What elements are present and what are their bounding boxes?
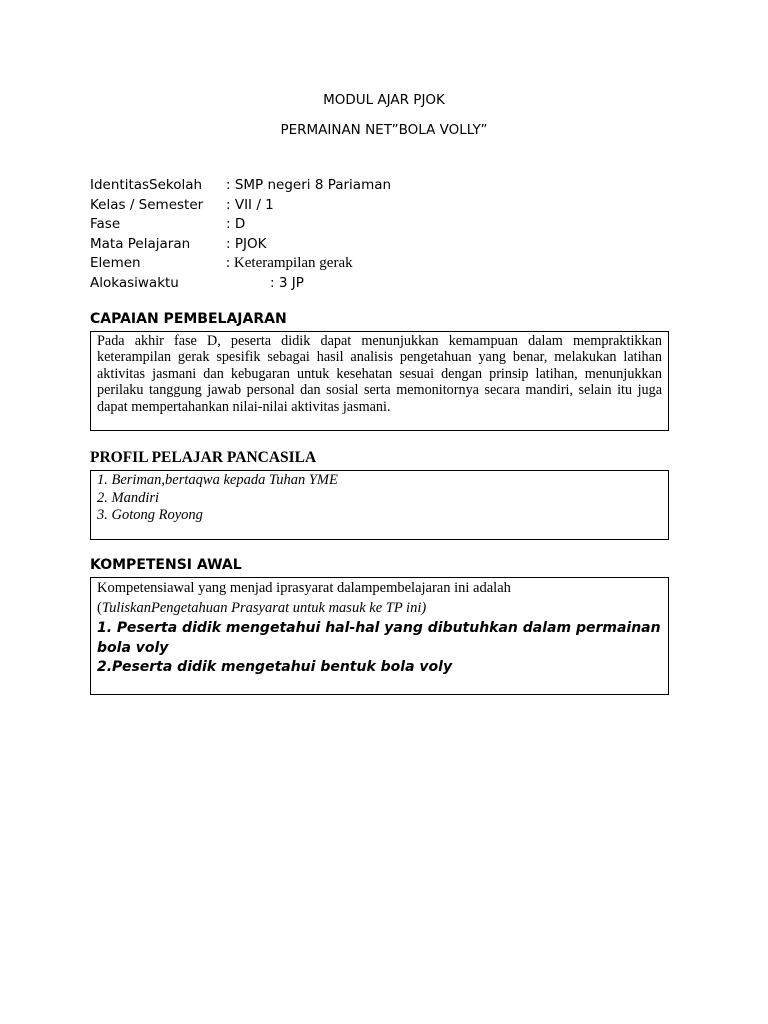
kompetensi-note (97, 597, 662, 619)
profil-item: 3. Gotong Royong (97, 507, 203, 523)
kompetensi-note-text: TuliskanPengetahuan Prasyarat untuk masuk ke TP ini) (101, 600, 427, 616)
identity-label: Elemen (90, 255, 141, 271)
identity-value: : D (226, 216, 246, 232)
profil-box (90, 470, 669, 540)
identity-label: Kelas / Semester (90, 196, 204, 213)
identity-value: : VII / 1 (226, 196, 274, 213)
profil-item: 1. Beriman,bertaqwa kepada Tuhan YME (97, 472, 338, 488)
identity-value: : PJOK (226, 235, 267, 252)
identity-label: Fase (90, 216, 121, 232)
identity-label: IdentitasSekolah (90, 177, 203, 193)
capaian-heading: CAPAIAN PEMBELAJARAN (90, 311, 287, 327)
identity-row-school (90, 176, 490, 196)
kompetensi-box (90, 577, 669, 695)
kompetensi-note-open: ( (97, 600, 102, 616)
identity-row-phase (90, 215, 490, 235)
kompetensi-intro: Kompetensiawal yang menjad iprasyarat dalampembelajaran ini adalah (97, 580, 511, 596)
identity-row-element (90, 254, 490, 274)
identity-value: : SMP negeri 8 Pariaman (226, 177, 392, 193)
identity-value: : 3 JP (270, 274, 304, 291)
identity-row-class (90, 196, 490, 216)
profil-item: 2. Mandiri (97, 489, 160, 506)
identity-value: : Keterampilan gerak (226, 255, 353, 271)
identity-label: Alokasiwaktu (90, 274, 179, 291)
identity-section (90, 176, 490, 293)
document-subtitle: PERMAINAN NET”BOLA VOLLY” (280, 122, 488, 138)
capaian-text: Pada akhir fase D, peserta didik dapat menunjukkan kemampuan dalam mempraktikkan keterampilan gerak spesifik sebagai hasil analisis pengetahuan yang benar, melakukan latihan aktivitas jasmani dan kebugaran untuk kesehatan sesuai dengan prinsip latihan, menunjukkan perilaku tanggung jawab personal dan sosial serta memonitornya secara mandiri, selain itu juga dapat mempertahankan nilai-nilai aktivitas jasmani. (97, 333, 662, 415)
profil-heading: PROFIL PELAJAR PANCASILA (90, 449, 317, 466)
kompetensi-point: 1. Peserta didik mengetahui hal-hal yang dibutuhkan dalam permainan bola voly (97, 620, 661, 656)
kompetensi-heading: KOMPETENSI AWAL (90, 557, 242, 573)
identity-row-time (90, 274, 490, 294)
identity-row-subject (90, 235, 490, 255)
kompetensi-point: 2.Peserta didik mengetahui bentuk bola voly (97, 659, 453, 675)
identity-label: Mata Pelajaran (90, 235, 191, 252)
document-title: MODUL AJAR PJOK (323, 92, 445, 108)
capaian-box (90, 331, 669, 431)
